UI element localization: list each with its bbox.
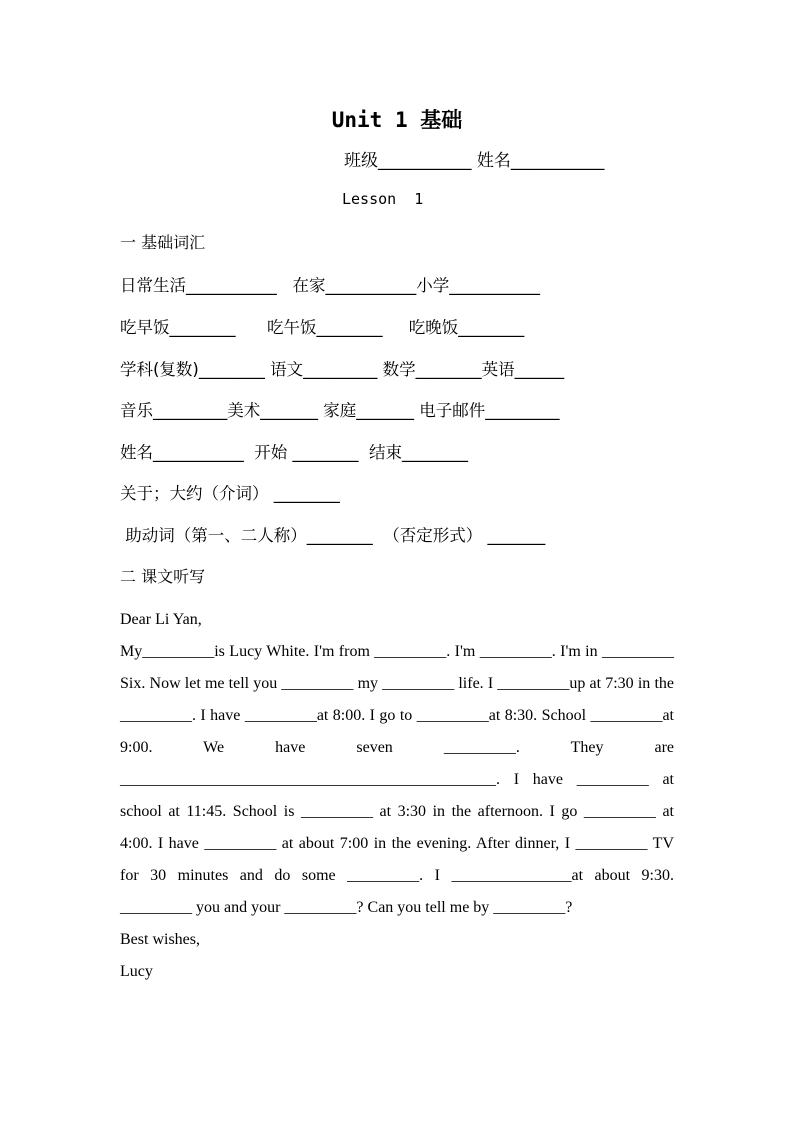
letter-greeting: Dear Li Yan,: [120, 611, 202, 628]
lesson-label: Lesson 1: [342, 190, 424, 208]
page-title: Unit 1 基础: [331, 108, 463, 132]
section2-heading: 二 课文听写: [120, 567, 206, 586]
letter-signature: Lucy: [120, 963, 153, 980]
section1-heading: 一 基础词汇: [120, 233, 206, 252]
vocab-row: 助动词（第一、二人称）________ （否定形式） _______: [120, 526, 546, 545]
vocab-row: 吃早饭________ 吃午饭________ 吃晚饭________: [120, 318, 525, 337]
vocab-row: 音乐_________美术_______ 家庭_______ 电子邮件_________: [120, 401, 560, 420]
letter-body: My_________is Lucy White. I'm from _________. I'm _________. I'm in _________ Six. Now let me tell you _________ my _________ life. I _________up at 7:30 in the _________. I have _________at 8:00. I go to _________at 8:30. School _________at 9:00. We have seven _________. They are _______________________________________________. I have _________ at school at 11:45. School is _________ at 3:30 in the afternoon. I go _________ at 4:00. I have _________ at about 7:00 in the evening. After dinner, I _________ TV for 30 minutes and do some _________. I _______________at about 9:30. _________ you and your _________? Can you tell me by _________?: [120, 643, 674, 916]
vocab-row: 关于；大约（介词） ________: [120, 484, 340, 503]
dictation-passage: [120, 604, 674, 988]
vocab-row: 姓名___________ 开始 ________ 结束________: [120, 443, 468, 462]
letter-closing: Best wishes,: [120, 931, 200, 948]
vocab-row: 学科(复数)________ 语文_________ 数学________英语______: [120, 360, 565, 379]
class-name-line: 班级___________ 姓名___________: [344, 151, 605, 171]
vocab-row: 日常生活___________ 在家___________小学___________: [120, 276, 540, 295]
